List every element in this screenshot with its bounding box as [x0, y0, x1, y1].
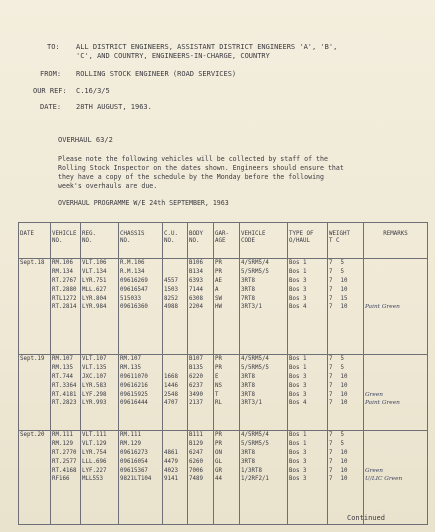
cell-cu: 4557 1503 8252 4988: [163, 259, 188, 355]
weight-line: 7 10: [329, 467, 348, 474]
weight-line: 7 5: [329, 268, 344, 275]
ref-value: C.16/3/5: [76, 87, 110, 95]
date-value: 28TH AUGUST, 1963.: [76, 103, 152, 111]
cell-body: B111 B129 6247 6260 7006 7489: [188, 431, 214, 525]
cell-date: Sept.18: [19, 259, 51, 355]
weight-line: 7 10: [329, 449, 348, 456]
table-row: [19, 431, 428, 525]
cell-remarks: Paint Green: [364, 259, 428, 355]
weight-line: 7 10: [329, 476, 348, 483]
weight-line: 7 10: [329, 373, 348, 380]
col-vehicle-no: VEHICLE NO.: [51, 223, 81, 259]
cell-chassis: RM.111 RM.129 09616273 09616054 09615367 9821LT104: [119, 431, 163, 525]
cell-chassis: RM.107 RM.135 09611070 09616216 09615925 09616444: [119, 355, 163, 431]
cell-ohaul: Bos 1 Bos 1 Bos 3 Bos 3 Bos 3 Bos 3: [288, 431, 328, 525]
weight-line: 7 10: [329, 400, 348, 407]
date-label: DATE:: [40, 103, 62, 111]
cell-reg: VLT.107 VLT.135 JXC.107 LYR.583 LYF.298 LYR.993: [81, 355, 119, 431]
cell-remarks: Green Paint Green: [364, 355, 428, 431]
table-row: [19, 355, 428, 431]
cell-code: 4/5RM5/4 5/5RM5/5 3RT8 3RT8 7RT8 3RT3/1: [240, 259, 288, 355]
cell-code: 4/5RM5/4 5/5RM5/5 3RT8 3RT8 1/3RT8 1/2RF2/1: [240, 431, 288, 525]
col-remarks: REMARKS: [364, 223, 428, 259]
cell-cu: 4861 4479 4023 9141: [163, 431, 188, 525]
col-weight: WEIGHT T C: [328, 223, 364, 259]
weight-line: 7 5: [329, 432, 344, 438]
paragraph-line-4: week's overhauls are due.: [58, 182, 158, 190]
col-type-ohaul: TYPE OF O/HAUL: [288, 223, 328, 259]
ref-label: OUR REF:: [33, 87, 67, 95]
table-header-row: [19, 223, 428, 259]
cell-reg: VLT.106 VLT.134 LYR.751 MLL.627 LYR.804 LYR.984: [81, 259, 119, 355]
cell-date: Sept.20: [19, 431, 51, 525]
cell-reg: VLT.111 VLT.129 LYR.754 LLL.696 LYF.227 MLL553: [81, 431, 119, 525]
col-cu-no: C.U. NO.: [163, 223, 188, 259]
paragraph-line-3: they have a copy of the schedule by the Monday before the following: [58, 173, 324, 181]
to-line-1: ALL DISTRICT ENGINEERS, ASSISTANT DISTRICT ENGINEERS 'A', 'B',: [76, 43, 338, 51]
cell-vehicle: RM.111 RM.129 RT.2770 RT.2577 RT.4168 RF166: [51, 431, 81, 525]
cell-date: Sept.19: [19, 355, 51, 431]
cell-ohaul: Bos 1 Bos 1 Bos 3 Bos 3 Bos 3 Bos 4: [288, 355, 328, 431]
continued-note: Continued: [347, 514, 385, 522]
cell-weight: [328, 259, 364, 355]
weight-line: 7 10: [329, 304, 348, 311]
subject: OVERHAUL 63/2: [58, 136, 113, 144]
cell-vehicle: RM.106 RM.134 RT.2767 RT.2880 RTL1272 RT.2814: [51, 259, 81, 355]
col-chassis-no: CHASSIS NO.: [119, 223, 163, 259]
col-vehicle-code: VEHICLE CODE: [240, 223, 288, 259]
paragraph-line-1: Please note the following vehicles will be collected by staff of the: [58, 155, 328, 163]
from-label: FROM:: [40, 70, 62, 78]
table-body: [19, 259, 428, 525]
paragraph-line-2: Rolling Stock Inspector on the dates shown. Engineers should ensure that: [58, 164, 344, 172]
col-body-no: BODY NO.: [188, 223, 214, 259]
table-row: [19, 259, 428, 355]
cell-cu: 1668 1446 2548 4707: [163, 355, 188, 431]
col-garage: GAR- AGE: [214, 223, 240, 259]
weight-line: 7 10: [329, 286, 348, 293]
cell-weight: [328, 355, 364, 431]
weight-line: 7 10: [329, 458, 348, 465]
col-date: DATE: [19, 223, 51, 259]
programme-title: OVERHAUL PROGRAMME W/E 24th SEPTEMBER, 1963: [58, 199, 229, 207]
weight-line: 7 5: [329, 356, 344, 362]
to-line-2: 'C', AND COUNTRY, ENGINEERS-IN-CHARGE, COUNTRY: [76, 52, 270, 60]
weight-line: 7 10: [329, 382, 348, 389]
weight-line: 7 5: [329, 440, 344, 447]
cell-body: B106 B134 6393 7144 6308 2204: [188, 259, 214, 355]
cell-weight: [328, 431, 364, 525]
cell-code: 4/5RM5/4 5/5RM5/5 3RT8 3RT8 3RT8 3RT3/1: [240, 355, 288, 431]
weight-line: 7 10: [329, 277, 348, 284]
overhaul-table: [18, 222, 428, 525]
weight-line: 7 15: [329, 295, 348, 302]
cell-body: B107 B135 6220 6237 3490 2137: [188, 355, 214, 431]
cell-garage: PR PR AE A SW HW: [214, 259, 240, 355]
from-value: ROLLING STOCK ENGINEER (ROAD SERVICES): [76, 70, 237, 78]
weight-line: 7 5: [329, 364, 344, 371]
col-reg-no: REG. NO.: [81, 223, 119, 259]
cell-garage: PR PR ON GL GR 44: [214, 431, 240, 525]
cell-vehicle: RM.107 RM.135 RT.744 RT.3364 RT.4181 RT.2823: [51, 355, 81, 431]
weight-line: 7 5: [329, 260, 344, 266]
cell-ohaul: Bos 1 Bos 1 Bos 3 Bos 3 Bos 3 Bos 4: [288, 259, 328, 355]
cell-garage: PR PR E NS T RL: [214, 355, 240, 431]
cell-remarks: Green U/LIC Green: [364, 431, 428, 525]
weight-line: 7 10: [329, 391, 348, 398]
cell-chassis: R.M.106 R.M.134 09616269 09616547 515033 09616360: [119, 259, 163, 355]
to-label: TO:: [47, 43, 60, 51]
